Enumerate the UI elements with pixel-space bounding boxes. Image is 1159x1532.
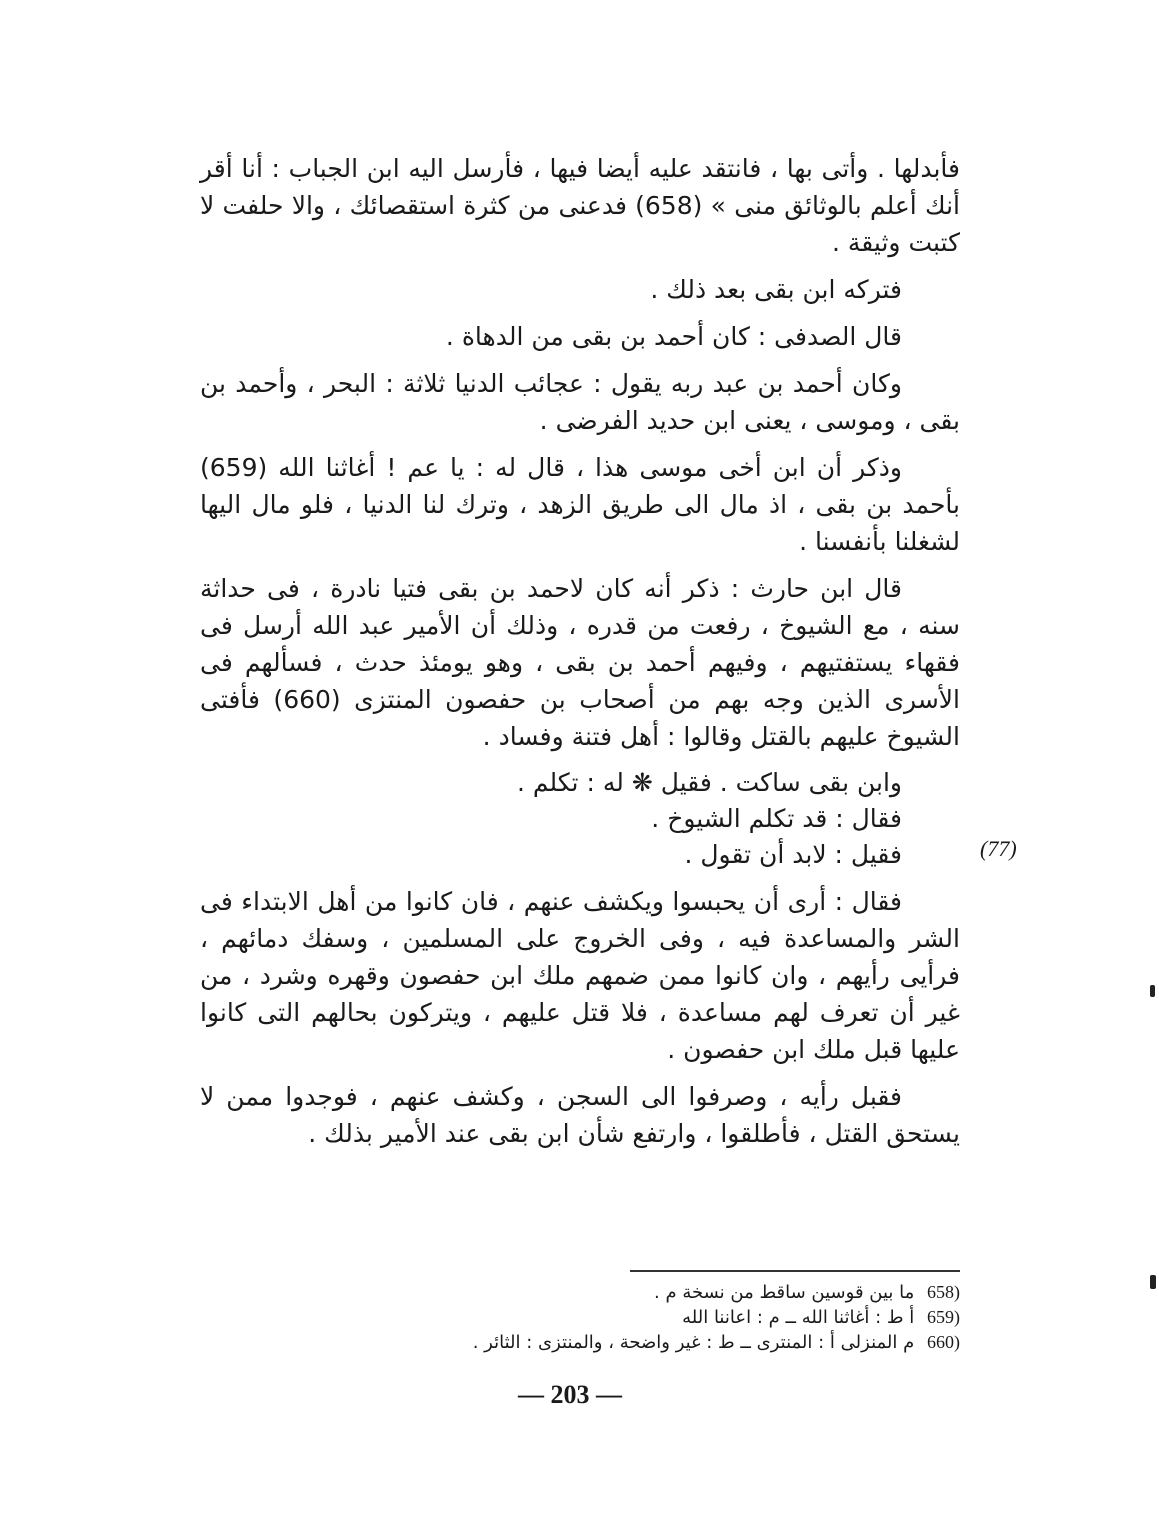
- footnote-number: (659: [927, 1307, 960, 1327]
- footnote-text: ما بين قوسين ساقط من نسخة م .: [654, 1282, 915, 1303]
- footnote-658: [270, 1280, 960, 1305]
- paragraph-4: وكان أحمد بن عبد ربه يقول : عجائب الدنيا ثلاثة : البحر ، وأحمد بن بقى ، وموسى ، يعنى ابن حديد الفرضى .: [200, 369, 960, 435]
- scan-speck: [1150, 985, 1155, 997]
- page-number: — 203 —: [518, 1380, 622, 1409]
- dialog-line-2: فقال : قد تكلم الشيوخ .: [651, 804, 902, 833]
- paragraph-1: فأبدلها . وأتى بها ، فانتقد عليه أيضا فيها ، فأرسل اليه ابن الجباب : أنا أقر أنك أعلم بالوثائق منى » (658) فدعنى من كثرة استقصائك ، والا حلفت لا كتبت وثيقة .: [200, 154, 960, 257]
- paragraph-3: قال الصدفى : كان أحمد بن بقى من الدهاة .: [445, 322, 902, 351]
- footnote-text: أ ط : أغاثنا الله ــ م : اعاننا الله: [682, 1307, 915, 1328]
- paragraph-6: قال ابن حارث : ذكر أنه كان لاحمد بن بقى فتيا نادرة ، فى حداثة سنه ، مع الشيوخ ، رفعت من قدره ، وذلك أن الأمير عبد الله أرسل فى فقهاء يستفتيهم ، وفيهم أحمد بن بقى ، وهو يومئذ حدث ، فسألهم فى الأسرى الذين وجه بهم من أصحاب بن حفصون المنتزى (660) فأفتى الشيوخ عليهم بالقتل وقالوا : أهل فتنة وفساد .: [200, 574, 961, 751]
- dialog-line-1-after: له : تكلم .: [516, 768, 624, 797]
- footnote-number: (658: [927, 1282, 960, 1302]
- paragraph-2: فتركه ابن بقى بعد ذلك .: [650, 275, 902, 304]
- paragraph-8: فقبل رأيه ، وصرفوا الى السجن ، وكشف عنهم ، فوجدوا ممن لا يستحق القتل ، فأطلقوا ، وارتفع شأن ابن بقى عند الأمير بذلك .: [200, 1082, 960, 1148]
- dialog-block: [200, 765, 960, 873]
- footnote-divider: [630, 1270, 960, 1272]
- footnote-659: [270, 1305, 960, 1330]
- footnote-text: م المنزلى أ : المنترى ــ ط : غير واضحة ، والمنتزى : الثائر .: [472, 1332, 915, 1353]
- dialog-line-3: فقيل : لابد أن تقول .: [684, 840, 902, 869]
- footnote-number: (660: [927, 1332, 960, 1352]
- paragraph-7: فقال : أرى أن يحبسوا ويكشف عنهم ، فان كانوا من أهل الابتداء فى الشر والمساعدة فيه ، وفى الخروج على المسلمين ، وسفك دمائهم ، فرأيى رأيهم ، وان كانوا ممن ضمهم ملك ابن حفصون وقهره وشرد ، من غير أن تعرف لهم مساعدة ، فلا قتل عليهم ، ويتركون بحالهم التى كانوا عليها قبل ملك ابن حفصون .: [200, 887, 960, 1064]
- dialog-line-1: [200, 765, 902, 801]
- footnote-660: [270, 1330, 960, 1355]
- margin-reference-number: (77): [980, 836, 1017, 861]
- footnotes: [270, 1280, 960, 1355]
- asterisk-icon: ❋: [631, 768, 653, 797]
- scan-speck: [1150, 1275, 1156, 1289]
- dialog-line-1-before: وابن بقى ساكت . فقيل: [660, 768, 902, 797]
- main-text: [200, 150, 960, 1162]
- paragraph-5: وذكر أن ابن أخى موسى هذا ، قال له : يا عم ! أغاثنا الله (659) بأحمد بن بقى ، اذ مال الى طريق الزهد ، وترك لنا الدنيا ، فلو مال اليها لشغلنا بأنفسنا .: [200, 453, 960, 556]
